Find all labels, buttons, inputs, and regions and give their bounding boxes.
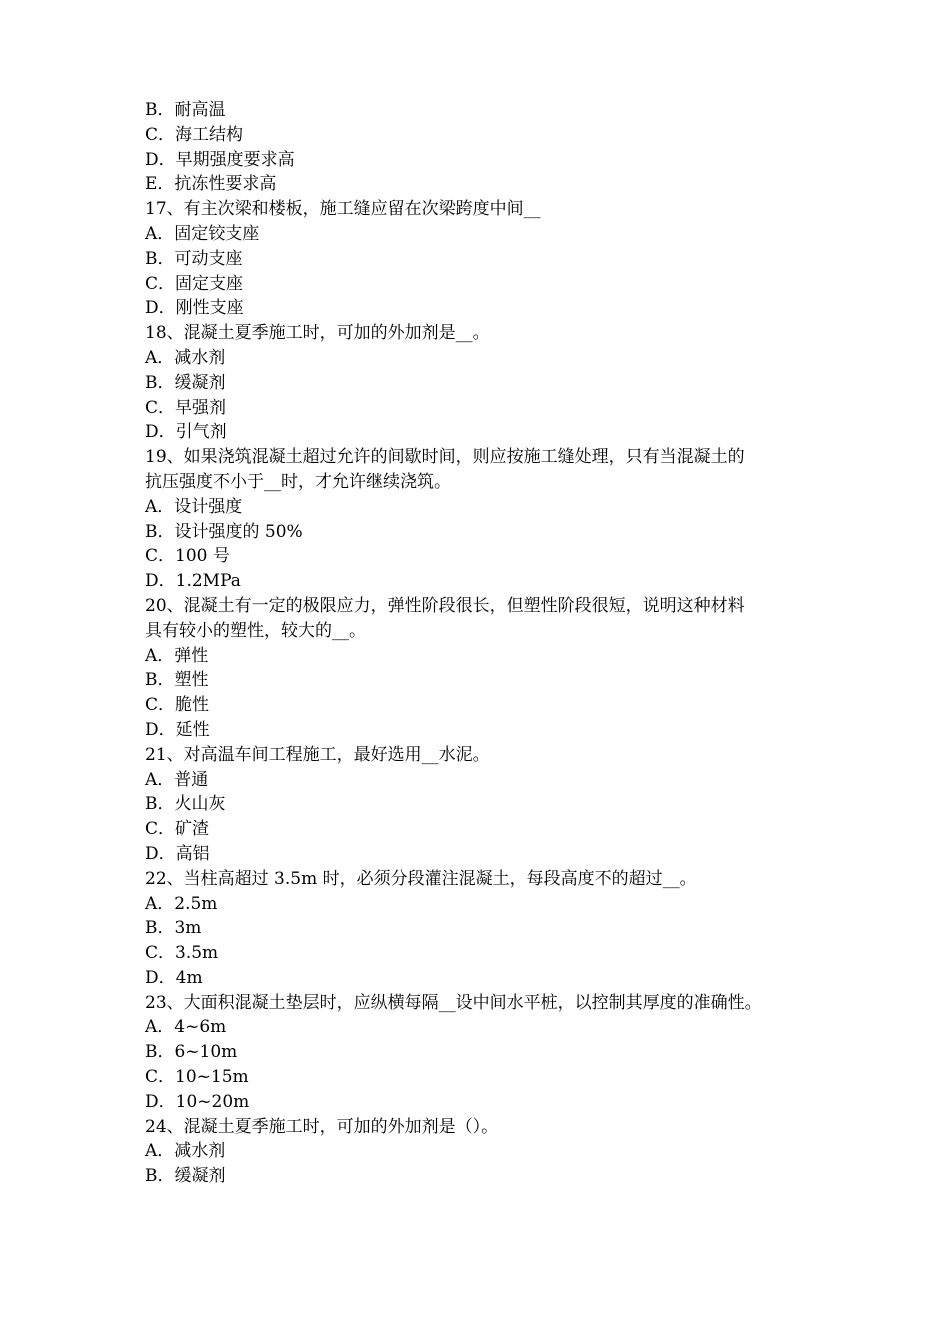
answer-option: C．10~15m bbox=[145, 1067, 249, 1088]
answer-option: E．抗冻性要求高 bbox=[145, 174, 277, 195]
answer-option: D．引气剂 bbox=[145, 422, 227, 443]
answer-option: B．6~10m bbox=[145, 1042, 238, 1063]
question-text: 23、大面积混凝土垫层时，应纵横每隔__设中间水平桩，以控制其厚度的准确性。 bbox=[145, 992, 762, 1013]
answer-option: D．4m bbox=[145, 967, 203, 988]
answer-option: A．2.5m bbox=[145, 893, 218, 914]
answer-option: B．火山灰 bbox=[145, 794, 226, 815]
question-text: 具有较小的塑性，较大的__。 bbox=[145, 620, 366, 641]
answer-option: A．减水剂 bbox=[145, 1141, 226, 1162]
answer-option: A．弹性 bbox=[145, 645, 209, 666]
answer-option: A．设计强度 bbox=[145, 496, 243, 517]
answer-option: D．10~20m bbox=[145, 1091, 250, 1112]
answer-option: C．固定支座 bbox=[145, 273, 244, 294]
answer-option: D．刚性支座 bbox=[145, 298, 244, 319]
answer-option: D．延性 bbox=[145, 719, 210, 740]
question-text: 20、混凝土有一定的极限应力，弹性阶段很长，但塑性阶段很短，说明这种材料 bbox=[145, 595, 745, 616]
answer-option: B．设计强度的 50% bbox=[145, 521, 303, 542]
answer-option: B．塑性 bbox=[145, 670, 209, 691]
answer-option: A．减水剂 bbox=[145, 347, 226, 368]
question-text: 24、混凝土夏季施工时，可加的外加剂是（）。 bbox=[145, 1116, 499, 1137]
answer-option: C．100 号 bbox=[145, 546, 230, 567]
answer-option: C．脆性 bbox=[145, 695, 210, 716]
answer-option: C．矿渣 bbox=[145, 819, 210, 840]
question-text: 17、有主次梁和楼板，施工缝应留在次梁跨度中间__ bbox=[145, 199, 541, 220]
answer-option: A．4~6m bbox=[145, 1017, 227, 1038]
answer-option: A．普通 bbox=[145, 769, 209, 790]
answer-option: D．高铝 bbox=[145, 843, 210, 864]
answer-option: B．耐高温 bbox=[145, 100, 226, 120]
question-text: 21、对高温车间工程施工，最好选用__水泥。 bbox=[145, 744, 490, 765]
document-body bbox=[145, 98, 825, 1189]
question-text: 19、如果浇筑混凝土超过允许的间歇时间，则应按施工缝处理，只有当混凝土的 bbox=[145, 447, 745, 468]
answer-option: B．缓凝剂 bbox=[145, 1166, 226, 1187]
answer-option: B．可动支座 bbox=[145, 248, 243, 269]
answer-option: B．3m bbox=[145, 918, 202, 939]
answer-option: D．早期强度要求高 bbox=[145, 149, 295, 170]
answer-option: A．固定铰支座 bbox=[145, 223, 260, 244]
answer-option: C．3.5m bbox=[145, 943, 219, 964]
answer-option: C．早强剂 bbox=[145, 397, 227, 418]
question-text: 抗压强度不小于__时，才允许继续浇筑。 bbox=[145, 471, 451, 492]
question-text: 18、混凝土夏季施工时，可加的外加剂是__。 bbox=[145, 323, 490, 344]
answer-option: B．缓凝剂 bbox=[145, 372, 226, 393]
answer-option: D．1.2MPa bbox=[145, 571, 241, 592]
answer-option: C．海工结构 bbox=[145, 124, 244, 145]
question-text: 22、当柱高超过 3.5m 时，必须分段灌注混凝土，每段高度不的超过__。 bbox=[145, 868, 697, 889]
